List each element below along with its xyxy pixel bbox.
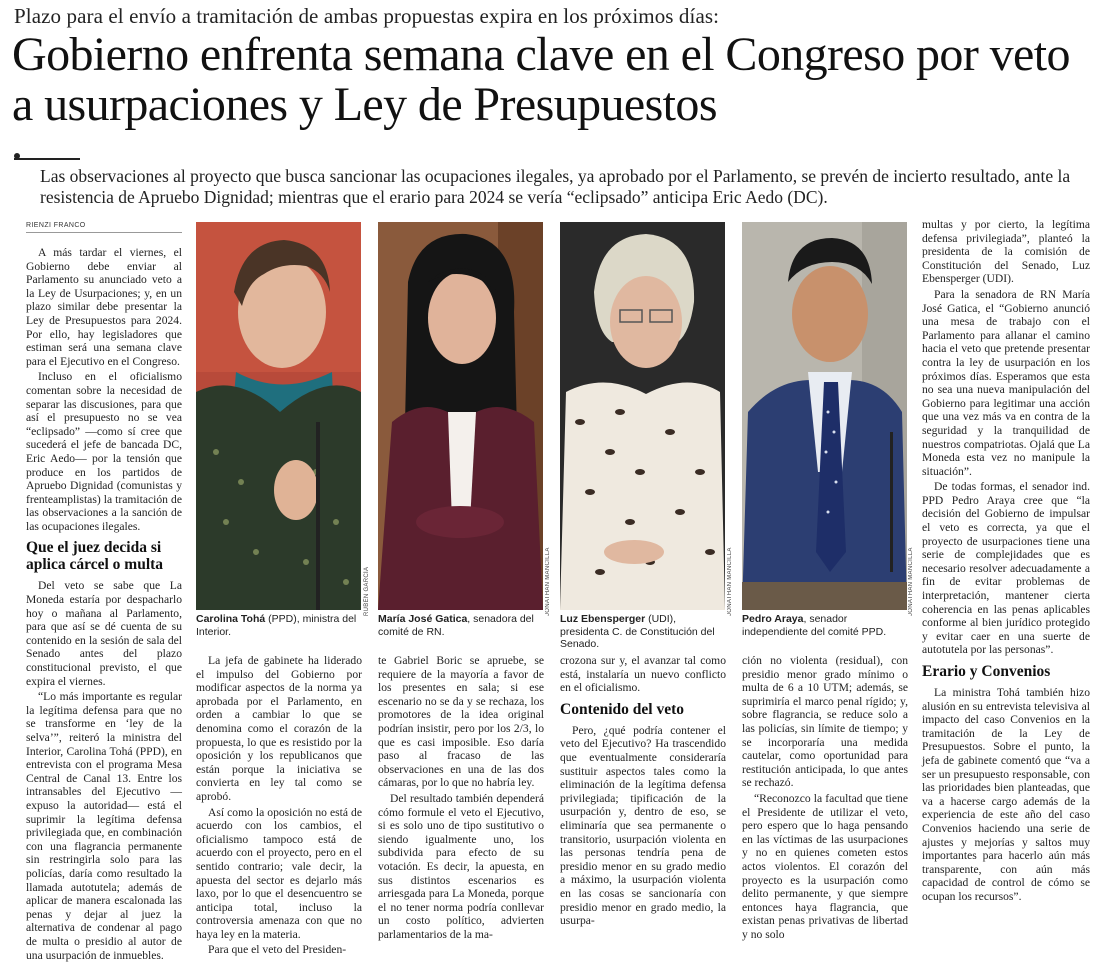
photo-caption xyxy=(196,613,362,638)
caption-name: Pedro Araya xyxy=(742,613,804,625)
paragraph: ción no violenta (residual), con presidio menor grado mínimo o multa de 6 a 10 UTM; además, se suprimiría el marco penal rígido; y, sobre flagrancia, se reduce solo a las policías, sin límite de tiempo; y se incorporaría una medida cautelar, como oportunidad para restitución anticipada, lo que antes se rechazó. xyxy=(742,654,908,790)
column-2 xyxy=(196,654,362,957)
caption-name: Luz Ebensperger xyxy=(560,613,646,625)
caption-name: María José Gatica xyxy=(378,613,468,625)
column-1 xyxy=(26,246,182,962)
photo-credit: JONATHAN MANCILLA xyxy=(545,547,551,616)
column-4 xyxy=(560,654,726,946)
paragraph: Así como la oposición no está de acuerdo con los cambios, el oficialismo tampoco está de acuerdo con el proyecto, pero en el sentido contrario; vale decir, la apuesta del sector es dejarlo más laxo, por lo que el desencuentro se anticipa total, incluso la controversia amenaza con que no haya ley en la materia. xyxy=(196,805,362,941)
paragraph: La jefa de gabinete ha liderado el impulso del Gobierno por modificar aspectos de la norma ya aprobada por el Parlamento, en orden a cambiar lo que se denomina como el corazón de la propuesta, lo que es resistido por la oposición y los republicanos que están porque la iniciativa se convierta en ley tal como se aprobó. xyxy=(196,654,362,803)
caption-text: , senadora del comité de RN. xyxy=(378,613,534,638)
caption-text: , senador independiente del comité PPD. xyxy=(742,613,887,638)
paragraph: “Lo más importante es regular la legítima defensa para que no se transforme en ‘ley de la selva’”, reiteró la ministra del Interior, Carolina Tohá (PPD), en entrevista con el programa Mesa Central de Canal 13. Entre los intransables del Ejecutivo —expuso la autoridad— está el suprimir la legítima defensa privilegiada que, en combinación con una flagrancia permanente sin restringirla solo para las policías, daría como resultado la llamada autotutela; además de aplicar de manera escalonada las penas y dejar al juez la alternativa de condenar al pago de multa o presidio al autor de una usurpación de inmuebles. xyxy=(26,690,182,962)
photo-caption xyxy=(378,613,544,638)
bajada: Las observaciones al proyecto que busca sancionar las ocupaciones ilegales, ya aprobado por el Parlamento, se prevén de incierto resultado, ante la resistencia de Apruebo Dignidad; mientras que el erario para 2024 se vería “eclipsado” anticipa Eric Aedo (DC). xyxy=(40,166,1071,207)
paragraph: Incluso en el oficialismo comentan sobre la necesidad de separar las discusiones, para que así el presupuesto no se vea “eclipsado” —como sí cree que sucederá el jefe de bancada DC, Eric Aedo— por la tensión que produce en los partidos de Apruebo Dignidad (comunistas y frenteamplistas) la tramitación de las observaciones a la sanción de las ocupaciones ilegales. xyxy=(26,370,182,533)
photo-credit: JONATHAN MANCILLA xyxy=(908,547,914,616)
paragraph: Del veto se sabe que La Moneda estaría por despacharlo hoy o mañana al Parlamento, para que así se dé cuenta de su contenido en la sesión de sala del Senado antes del plazo constitucional previsto, el que expira el viernes. xyxy=(26,579,182,688)
photo-carolina-toha xyxy=(196,222,361,610)
photo-pedro-araya xyxy=(742,222,907,610)
photo-luz-ebensperger xyxy=(560,222,725,610)
paragraph: La ministra Tohá también hizo alusión en su entrevista televisiva al impacto del caso Convenios en la tramitación de la Ley de Presupuestos. Sobre el punto, la jefa de gabinete comentó que “va a ser un presupuesto responsable, con las prioridades bien planteadas, que va a hacerse cargo además de la experiencia de este año del caso Convenios haciendo una serie de ajustes y mejorías y saltos muy importantes para hacerlo aún más transparente, con aún más capacidad de control de cómo se ocupan los recursos”. xyxy=(922,686,1090,903)
photo-maria-jose-gatica xyxy=(378,222,543,610)
subhead-contenido: Contenido del veto xyxy=(560,700,684,718)
subhead-juez: Que el juez decida si aplica cárcel o multa xyxy=(26,539,164,574)
kicker: Plazo para el envío a tramitación de ambas propuestas expira en los próximos días: xyxy=(14,4,720,28)
photo-caption xyxy=(742,613,908,638)
photo-credit: JONATHAN MANCILLA xyxy=(727,547,733,616)
byline: RIENZI FRANCO xyxy=(26,222,86,229)
paragraph: Para que el veto del Presiden- xyxy=(208,943,347,957)
column-5 xyxy=(742,654,908,946)
paragraph: Para la senadora de RN María José Gatica, el “Gobierno anunció una mesa de trabajo con el Parlamento para allanar el camino hacia el veto que pretende presentar contra la ley de usurpación en los próximos días. Esperamos que esta no sea una nueva manipulación del Gobierno para legitimar una acción que una vez más va en contra de la seguridad y la tranquilidad de nuestros compatriotas. Ojalá que La Moneda esta vez no manipule la situación”. xyxy=(922,287,1090,478)
caption-text: (UDI), presidenta C. de Constitución del Senado. xyxy=(560,613,715,650)
paragraph: multas y por cierto, la legítima defensa privilegiada”, planteó la presidenta de la comisión de Constitución del Senado, Luz Ebensperger (UDI). xyxy=(922,218,1090,286)
paragraph: A más tardar el viernes, el Gobierno debe enviar al Parlamento su anunciado veto a la Ley de Usurpaciones; y, en un plazo similar debe presentar la Ley de Presupuestos para 2024. Por ello, hay legisladores que estiman será una semana clave para el Ejecutivo en el Congreso. xyxy=(26,246,182,368)
paragraph: De todas formas, el senador ind. PPD Pedro Araya cree que “la decisión del Gobierno de impulsar el veto es correcta, ya que el proyecto de usurpaciones tiene una serie de complejidades que es necesario resolver adecuadamente a fin de evitar problemas de interpretación, mantener cierta coherencia en las penas aplicables conforme al bien jurídico protegido y evitar caer en una suerte de autotutela por las personas”. xyxy=(922,480,1090,657)
paragraph: “Reconozco la facultad que tiene el Presidente de utilizar el veto, pero espero que lo haga pensando en las víctimas de las usurpaciones y no en quienes cometen estos actos violentos. El corazón del proyecto es la usurpación como delito permanente, y que siempre entonces haya flagrancia, que existan penas privativas de libertad y no solo xyxy=(742,791,908,941)
photo-credit: RUBÉN GARCÍA xyxy=(364,566,370,616)
caption-name: Carolina Tohá xyxy=(196,613,266,625)
paragraph: Del resultado también dependerá cómo formule el veto el Ejecutivo, si es solo uno de tipo sustitutivo o siendo igualmente uno, los subdivida para efecto de su votación. Es decir, la apuesta, en sus distintos escenarios es arriesgada para La Moneda, porque el no tener norma podría conllevar un costo político, advierten parlamentarios de la ma- xyxy=(378,791,544,941)
photo-caption xyxy=(560,613,726,651)
subhead-erario: Erario y Convenios xyxy=(922,663,1051,680)
paragraph: Pero, ¿qué podría contener el veto del Ejecutivo? Ha trascendido que eventualmente consideraría sustituir aspectos tales como la eliminación de la legítima defensa privilegiada; tipificación de la usurpación y, dentro de eso, se eliminaría que sea permanente o transitorio, usurpación violenta en las personas tendría pena de presidio menor en su grado medio a máximo, la usurpación violenta en las cosas se sancionaría con presidio menor en grado medio, la usurpa- xyxy=(560,723,726,928)
column-6 xyxy=(922,218,1090,946)
paragraph: te Gabriel Boric se apruebe, se requiere de la mayoría a favor de los presentes en sala; si ese escenario no se da y se rechaza, los promotores de la idea original podrían insistir, pero por los 2/3, lo que es casi imposible. Eso daría paso al fracaso de las observaciones en una de las dos cámaras, por lo que no habría ley. xyxy=(378,654,544,790)
byline-rule xyxy=(26,232,182,233)
caption-text: (PPD), ministra del Interior. xyxy=(196,613,357,638)
headline-rule xyxy=(14,158,80,160)
column-3 xyxy=(378,654,544,946)
headline: Gobierno enfrenta semana clave en el Congreso por veto a usurpaciones y Ley de Presupuestos xyxy=(12,28,1070,131)
paragraph: crozona sur y, el avanzar tal como está, instalaría un nuevo conflicto en el oficialismo. xyxy=(560,654,726,695)
